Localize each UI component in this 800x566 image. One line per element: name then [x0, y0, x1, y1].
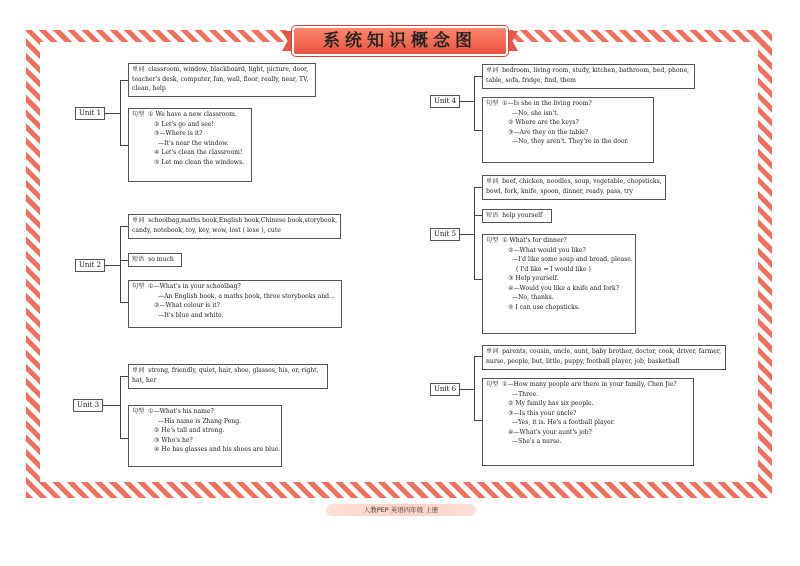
words-line: teacher's desk, computer, fan, wall, floor, really, near, TV,: [132, 75, 309, 83]
unit-6-words-box: [482, 345, 726, 370]
unit-1-words-box: [128, 63, 316, 97]
sentence: —She's a nurse.: [512, 438, 562, 445]
words-line: nurse, people, but, little, puppy, football player, job, basketball: [486, 357, 680, 365]
phrase-tag: 短语: [132, 256, 145, 263]
words-line: strong, friendly, quiet, hair, shoe, glasses, his, or, right,: [148, 367, 319, 374]
words-tag: 单词: [132, 217, 145, 224]
unit-2-words-box: [128, 214, 341, 239]
sentence: ②—What would you like?: [508, 246, 586, 254]
words-line: clean, help: [132, 85, 166, 92]
sentences-tag: 句型: [132, 408, 145, 415]
sentence: ⑤ I can use chopsticks.: [508, 303, 580, 311]
words-line: classroom, window, blackboard, light, picture, door,: [148, 66, 309, 73]
connector: [459, 234, 474, 235]
unit-2-sentences-box: [128, 280, 342, 328]
connector: [120, 80, 121, 145]
words-tag: 单词: [132, 367, 145, 374]
connector: [102, 405, 120, 406]
connector: [120, 226, 121, 302]
sentence: ( I'd like = I would like ): [516, 265, 591, 273]
phrase: help yourself: [502, 212, 543, 219]
sentence: ①—Is she in the living room?: [502, 100, 592, 107]
sentence: ①—What's his name?: [148, 408, 214, 415]
sentence: —No, she isn't.: [512, 109, 559, 117]
unit-5-label: Unit 5: [430, 228, 460, 241]
sentence: ④—What's your aunt's job?: [508, 428, 592, 436]
sentence: ① What's for dinner?: [502, 237, 567, 244]
sentence: —It's near the window.: [158, 139, 229, 147]
sentence: ②—What colour is it?: [154, 302, 220, 309]
connector: [104, 113, 120, 114]
unit-4-words-box: [482, 64, 695, 89]
sentence: —No, they aren't. They're in the door.: [512, 138, 629, 145]
connector: [459, 101, 474, 102]
words-line: schoolbag,maths book,English book,Chinese book,storybook,: [148, 217, 338, 224]
sentences-tag: 句型: [132, 283, 145, 290]
connector: [104, 265, 120, 266]
words-line: bedroom, living room, study, kitchen, bathroom, bed, phone,: [502, 67, 690, 74]
words-line: parents, cousin, uncle, aunt, baby brother, doctor, cook, driver, farmer,: [502, 348, 722, 355]
words-line: candy, notebook, toy, key, wow, lost ( lose ), cute: [132, 226, 281, 234]
words-line: hat, her: [132, 376, 157, 384]
phrase: so much: [148, 256, 174, 263]
sentence: —Three.: [512, 390, 539, 398]
unit-1-label: Unit 1: [75, 107, 105, 120]
sentence: —His name is Zhang Peng.: [158, 417, 242, 425]
sentence: ①—How many people are there in your family, Chen Jie?: [502, 381, 677, 388]
sentence: —An English book, a maths book, three storybooks and...: [158, 292, 335, 300]
sentence: ① We have a new classroom.: [148, 111, 237, 118]
sentence: ④ He has glasses and his shoes are blue.: [154, 446, 281, 453]
connector: [474, 187, 475, 279]
sentences-tag: 句型: [486, 237, 499, 244]
sentence: ② Where are the keys?: [508, 119, 579, 126]
connector: [474, 356, 475, 420]
sentence: ③—Is this your uncle?: [508, 409, 577, 417]
sentence: ④—Would you like a knife and fork?: [508, 284, 620, 292]
unit-3-label: Unit 3: [73, 399, 103, 412]
sentence: ③ Who's he?: [154, 436, 193, 444]
sentence: ⑤ Let me clean the windows.: [154, 158, 245, 166]
sentences-tag: 句型: [486, 381, 499, 388]
unit-2-label: Unit 2: [75, 259, 105, 272]
unit-5-phrase-box: [482, 209, 552, 223]
unit-5-sentences-box: [482, 234, 636, 334]
words-tag: 单词: [486, 348, 499, 355]
book-footer: 人教PEP 英语四年级 上册: [326, 504, 476, 516]
unit-5-words-box: [482, 175, 666, 200]
sentence: —No, thanks.: [512, 294, 554, 301]
sentence: ③—Where is it?: [154, 130, 203, 137]
sentence: ② He's tall and strong.: [154, 427, 225, 434]
sentence: —It's blue and white.: [158, 311, 224, 319]
words-tag: 单词: [486, 67, 499, 74]
words-line: beef, chicken, noodles, soup, vegetable, chopsticks,: [502, 178, 662, 185]
words-line: table, sofa, fridge, find, them: [486, 76, 576, 84]
words-line: bowl, fork, knife, spoon, dinner, ready, pass, try: [486, 187, 633, 195]
sentence: ② Let's go and see!: [154, 120, 214, 128]
sentence: ② My family has six people.: [508, 400, 594, 407]
unit-4-sentences-box: [482, 97, 654, 163]
unit-2-phrase-box: [128, 253, 182, 267]
sentence: ④ Let's clean the classroom!: [154, 149, 243, 156]
phrase-tag: 短语: [486, 212, 499, 219]
unit-6-sentences-box: [482, 378, 694, 466]
sentence: ①—What's in your schoolbag?: [148, 283, 241, 290]
connector: [459, 389, 474, 390]
sentence: —Yes, it is. He's a football player.: [512, 419, 615, 426]
unit-6-label: Unit 6: [430, 383, 460, 396]
sentence: ③ Help yourself.: [508, 275, 559, 282]
page-title: 系统知识概念图: [292, 26, 508, 56]
unit-3-words-box: [128, 364, 328, 389]
unit-4-label: Unit 4: [430, 95, 460, 108]
sentence: ③—Are they on the table?: [508, 128, 589, 136]
unit-3-sentences-box: [128, 405, 282, 467]
sentences-tag: 句型: [132, 111, 145, 118]
connector: [474, 76, 475, 130]
words-tag: 单词: [132, 66, 145, 73]
sentence: —I'd like some soup and bread, please.: [512, 256, 633, 263]
words-tag: 单词: [486, 178, 499, 185]
connector: [120, 376, 121, 438]
sentences-tag: 句型: [486, 100, 499, 107]
unit-1-sentences-box: [128, 108, 252, 182]
